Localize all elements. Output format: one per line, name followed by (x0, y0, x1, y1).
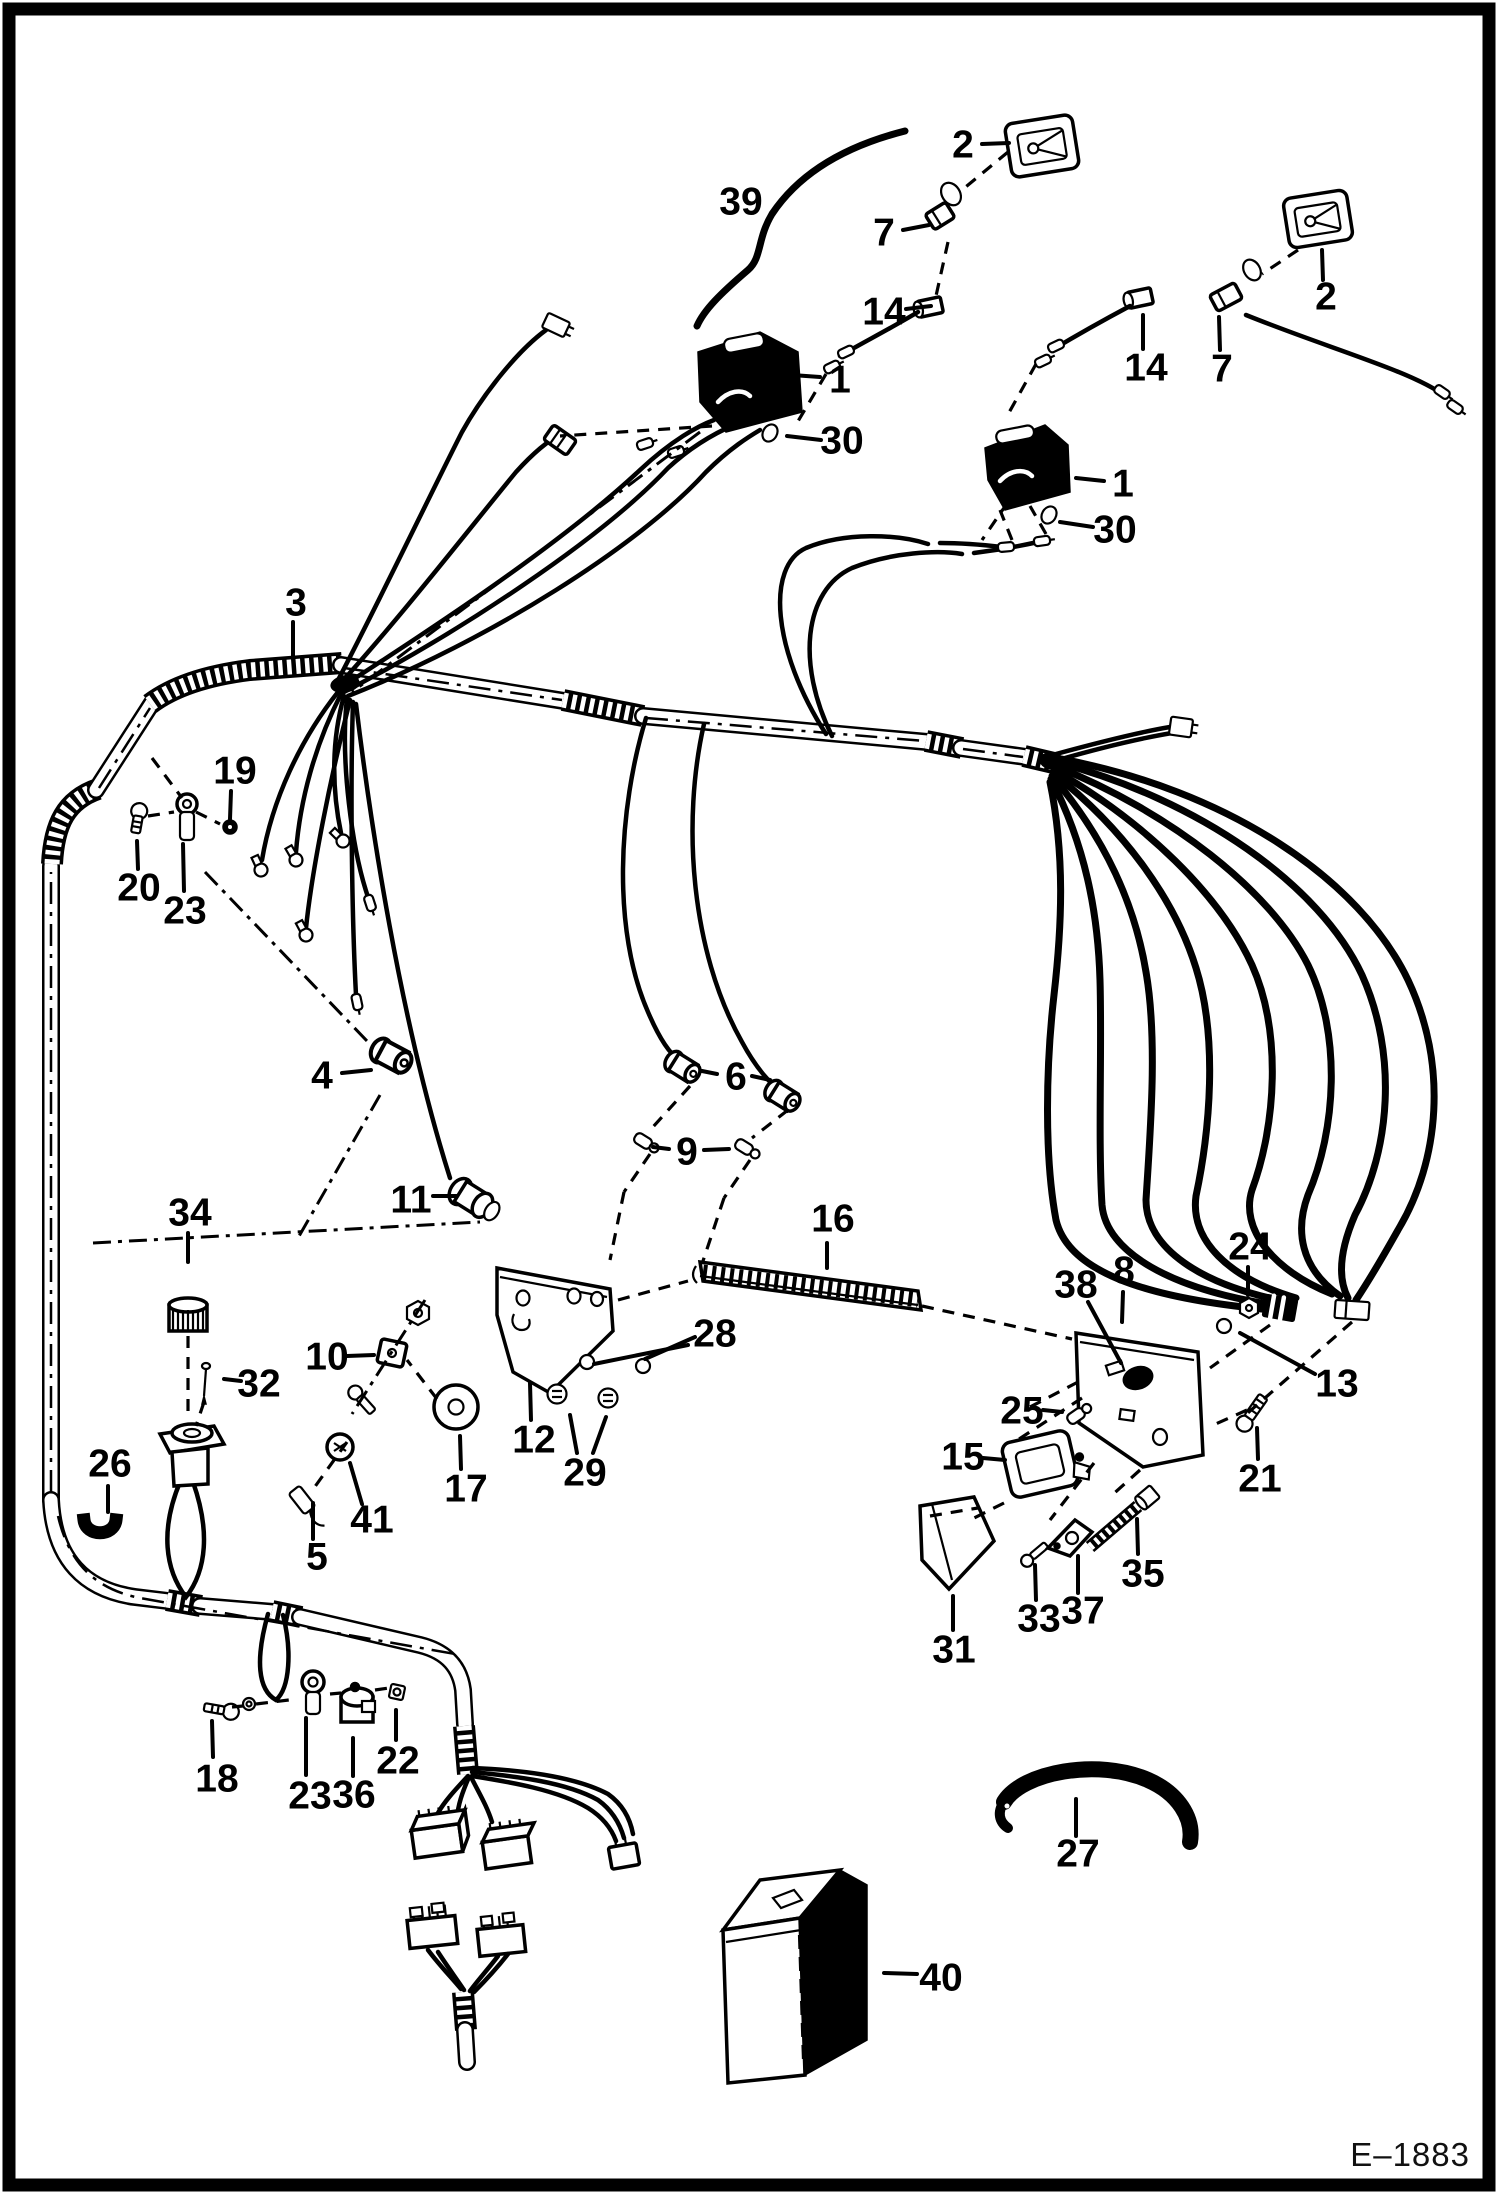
callout-11: 11 (390, 1178, 432, 1222)
wire-7-right (1246, 315, 1436, 390)
bottom-connectors (406, 1768, 640, 1992)
callout-34: 34 (168, 1191, 212, 1235)
callout-36: 36 (332, 1773, 376, 1817)
callout-13: 13 (1315, 1362, 1359, 1406)
clipnut-29-left (548, 1385, 567, 1404)
callout-leader-7 (1219, 317, 1220, 350)
callout-leader-8 (1122, 1292, 1123, 1322)
bulb-9-right (733, 1138, 761, 1161)
clamp-set-lower (203, 1671, 405, 1722)
connector-ribbed (543, 425, 576, 456)
callout-leader-13 (1240, 1333, 1315, 1374)
callout-leader-10 (347, 1355, 374, 1356)
callout-18: 18 (195, 1757, 239, 1801)
callout-40: 40 (919, 1956, 963, 2000)
callout-leader-33 (1035, 1565, 1036, 1600)
callout-2: 2 (952, 123, 974, 167)
callout-leader-15 (983, 1458, 1005, 1460)
callout-leader-30 (787, 436, 821, 440)
harness-wires-left (249, 330, 760, 1178)
callout-leader-7 (903, 225, 929, 230)
bracket-8 (1076, 1333, 1203, 1467)
bundle-connector-black (1262, 1294, 1297, 1321)
socket-4 (367, 1035, 416, 1077)
callout-7: 7 (1211, 347, 1233, 391)
callout-leader-6 (702, 1071, 717, 1074)
callout-17: 17 (444, 1467, 488, 1511)
callout-21: 21 (1238, 1457, 1282, 1501)
bulb-9-left (632, 1132, 660, 1155)
callout-25: 25 (1000, 1389, 1044, 1433)
key-switch (160, 1424, 224, 1486)
callout-leader-29 (593, 1417, 606, 1453)
callout-23: 23 (163, 889, 207, 933)
callout-32: 32 (237, 1362, 281, 1406)
callout-35: 35 (1121, 1552, 1165, 1596)
trim-strip-16 (693, 1262, 921, 1310)
callout-leader-30 (1060, 522, 1093, 527)
socket-6-right (761, 1077, 804, 1115)
callout-41: 41 (350, 1498, 394, 1542)
callout-12: 12 (512, 1418, 556, 1462)
callout-4: 4 (311, 1054, 333, 1098)
callout-leader-25 (1043, 1410, 1062, 1412)
callout-leader-17 (460, 1436, 461, 1469)
harness-wires-middle (623, 535, 1056, 1096)
callout-1: 1 (829, 358, 851, 402)
lamp-housing-1-left (698, 332, 802, 432)
callout-22: 22 (376, 1739, 420, 1783)
washer-28-right (636, 1359, 650, 1373)
callout-5: 5 (306, 1535, 328, 1579)
callout-leader-21 (1257, 1428, 1258, 1459)
callout-10: 10 (305, 1335, 349, 1379)
callout-37: 37 (1061, 1589, 1105, 1633)
socket-6-left (661, 1048, 704, 1086)
callout-leader-1 (1076, 478, 1104, 481)
bulb-7-left (925, 179, 965, 230)
callout-20: 20 (117, 866, 161, 910)
lamp-housing-1-right (985, 424, 1070, 510)
lamp-lens-top-left (1004, 114, 1080, 178)
callout-15: 15 (941, 1435, 985, 1479)
lamp-lens-top-right (1282, 189, 1353, 248)
plate-31 (920, 1497, 994, 1589)
callout-leader-4 (342, 1070, 371, 1073)
callout-leader-20 (137, 841, 138, 869)
figure-code: E–1883 (1350, 2136, 1470, 2173)
callout-28: 28 (693, 1312, 737, 1356)
callout-27: 27 (1056, 1832, 1100, 1876)
callout-7: 7 (873, 211, 895, 255)
lamp-15 (1001, 1426, 1093, 1499)
callout-14: 14 (862, 290, 906, 334)
callout-24: 24 (1228, 1225, 1272, 1269)
callout-33: 33 (1017, 1597, 1061, 1641)
socket-11 (445, 1174, 505, 1226)
bulb-7-right (1209, 256, 1264, 311)
callout-leader-9 (653, 1147, 669, 1149)
callout-leader-2 (982, 143, 1009, 144)
cap-34 (169, 1298, 207, 1332)
callout-23: 23 (288, 1774, 332, 1818)
callout-9: 9 (676, 1130, 698, 1174)
callout-26: 26 (88, 1442, 132, 1486)
grommet-30-right (1038, 504, 1059, 527)
spring-35 (1090, 1485, 1160, 1547)
pin-32 (202, 1363, 210, 1404)
trim-arc-27 (1000, 1769, 1191, 1842)
clipnut-29-right (599, 1389, 618, 1408)
flasher-box-40 (723, 1870, 867, 2083)
callout-14: 14 (1124, 346, 1168, 390)
callout-2: 2 (1315, 275, 1337, 319)
callout-leader-29 (570, 1415, 577, 1453)
connector-2pin-top (542, 313, 576, 340)
callout-leader-1 (792, 375, 820, 377)
callout-30: 30 (820, 419, 864, 463)
callout-leader-40 (884, 1973, 917, 1974)
callout-leader-9 (704, 1149, 729, 1150)
callout-16: 16 (811, 1197, 855, 1241)
callout-leader-18 (212, 1721, 213, 1757)
switch-36 (341, 1683, 375, 1723)
callout-8: 8 (1113, 1249, 1135, 1293)
switch-panel-12 (497, 1268, 613, 1393)
callout-19: 19 (213, 749, 257, 793)
hook-26 (84, 1520, 116, 1533)
callout-39: 39 (719, 180, 763, 224)
callout-38: 38 (1054, 1263, 1098, 1307)
callout-30: 30 (1093, 508, 1137, 552)
callout-29: 29 (563, 1451, 607, 1495)
lever-37 (1048, 1520, 1092, 1556)
callout-31: 31 (932, 1628, 976, 1672)
callout-leader-23 (183, 844, 184, 891)
grommet-30-left (759, 422, 780, 445)
clamp-set-upper (128, 794, 237, 840)
callout-leader-19 (230, 791, 231, 819)
bundle-connector-white (1334, 1300, 1369, 1320)
callout-leader-12 (530, 1383, 531, 1420)
callout-1: 1 (1112, 462, 1134, 506)
callout-6: 6 (725, 1055, 747, 1099)
callout-leader-35 (1137, 1519, 1138, 1554)
callout-3: 3 (285, 581, 307, 625)
washer-28-left (580, 1355, 594, 1369)
